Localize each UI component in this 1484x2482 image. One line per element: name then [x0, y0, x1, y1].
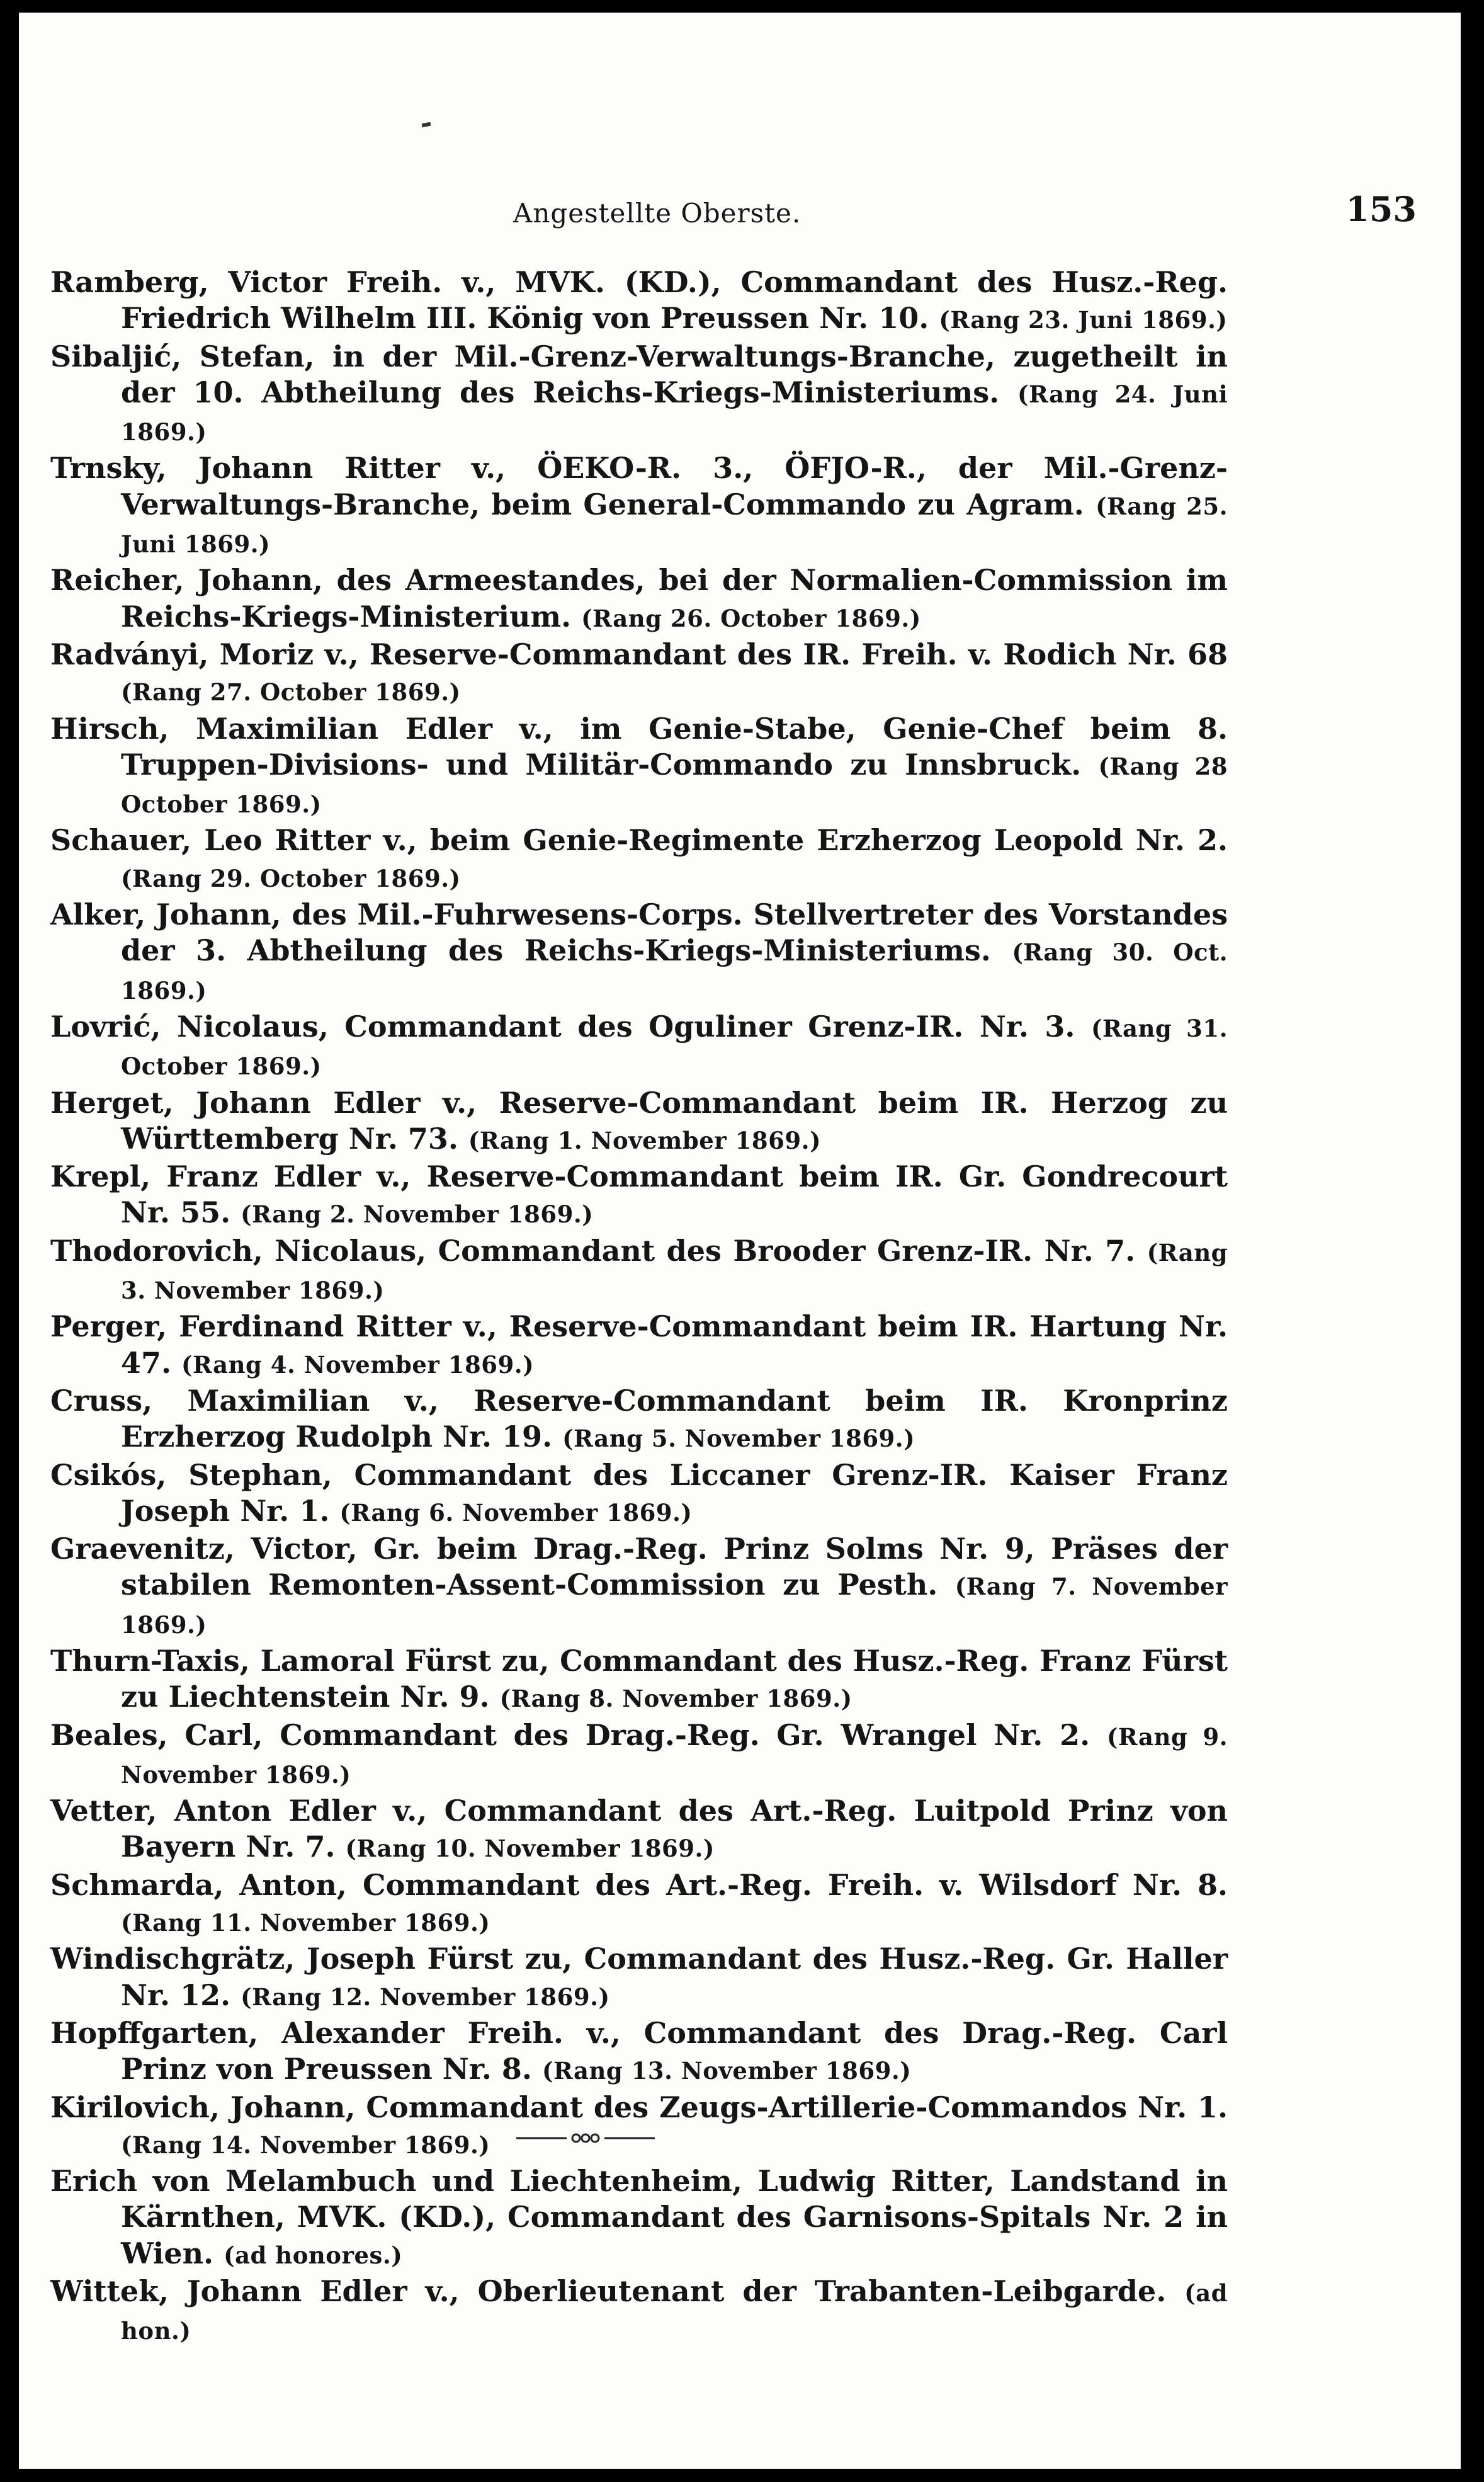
list-item	[50, 1941, 1228, 2015]
entry-rank: (Rang 7. November 1869.)	[121, 1573, 1228, 1639]
entry-rank: (Rang 14. November 1869.)	[121, 2131, 490, 2159]
entry-name: Ramberg,	[50, 265, 209, 299]
entry-body: Joseph Fürst zu, Commandant des Husz.-Reg. Gr. Haller Nr. 12.	[121, 1942, 1228, 2012]
list-item	[50, 1085, 1228, 1159]
entry-rank: (Rang 13. November 1869.)	[541, 2057, 912, 2085]
list-item	[50, 1383, 1228, 1457]
entry-name: Vetter,	[50, 1794, 157, 1828]
ink-speck	[422, 122, 431, 128]
entry-rank: (Rang 8. November 1869.)	[499, 1685, 852, 1713]
list-item	[50, 1159, 1228, 1233]
entry-body: Lamoral Fürst zu, Commandant des Husz.-Reg. Franz Fürst zu Liechtenstein Nr. 9.	[121, 1643, 1228, 1714]
entry-rank: (Rang 3. November 1869.)	[121, 1238, 1228, 1305]
entry-name: Thodorovich,	[50, 1233, 263, 1268]
entry-rank: (Rang 25. Juni 1869.)	[121, 492, 1228, 559]
entry-name: Kirilovich,	[50, 2090, 220, 2124]
entry-name: Windischgrätz,	[50, 1942, 295, 1976]
entry-rank: (ad hon.)	[121, 2279, 1228, 2345]
entry-body: Victor Freih. v., MVK. (KD.), Commandant des Husz.-Reg. Friedrich Wilhelm III. König von Preussen Nr. 10.	[121, 265, 1228, 336]
list-item	[50, 823, 1228, 897]
entry-name: Beales,	[50, 1717, 168, 1752]
entry-name: Wittek,	[50, 2274, 169, 2309]
page-header	[50, 189, 1473, 233]
entry-rank: (Rang 30. Oct. 1869.)	[121, 938, 1228, 1005]
list-item	[50, 2274, 1228, 2350]
list-item	[50, 897, 1228, 1009]
entry-name: Hirsch,	[50, 711, 169, 746]
list-item	[50, 1457, 1228, 1532]
entry-body: Alexander Freih. v., Commandant des Drag.-Reg. Carl Prinz von Preussen Nr. 8.	[121, 2015, 1228, 2086]
entry-list	[50, 265, 1228, 2350]
list-item	[50, 1717, 1228, 1794]
entry-body: Nicolaus, Commandant des Brooder Grenz-IR. Nr. 7.	[275, 1233, 1136, 1268]
entry-body: Johann Ritter v., ÖEKO-R. 3., ÖFJO-R., der Mil.-Grenz-Verwaltungs-Branche, beim General-Commando zu Agram.	[121, 451, 1228, 521]
entry-rank: (Rang 5. November 1869.)	[562, 1425, 915, 1453]
list-item	[50, 450, 1228, 562]
entry-body: Leo Ritter v., beim Genie-Regimente Erzherzog Leopold Nr. 2.	[204, 823, 1228, 858]
entry-name: Sibaljić,	[50, 339, 182, 373]
list-item	[50, 562, 1228, 637]
entry-rank: (Rang 24. Juni 1869.)	[121, 380, 1228, 447]
entry-body: Maximilian Edler v., im Genie-Stabe, Genie-Chef beim 8. Truppen-Divisions- und Militär-Commando zu Innsbruck.	[121, 711, 1228, 782]
entry-rank: (Rang 9. November 1869.)	[121, 1722, 1228, 1789]
entry-rank: (Rang 4. November 1869.)	[181, 1350, 535, 1379]
entry-rank: (ad honores.)	[224, 2241, 403, 2269]
entry-rank: (Rang 28 October 1869.)	[121, 752, 1228, 819]
list-item	[50, 1643, 1228, 1717]
entry-body: Nicolaus, Commandant des Oguliner Grenz-IR. Nr. 3.	[176, 1009, 1075, 1044]
entry-rank: (Rang 29. October 1869.)	[121, 864, 461, 892]
entry-rank: (Rang 23. Juni 1869.)	[939, 306, 1228, 334]
entry-body: Anton, Commandant des Art.-Reg. Freih. v. Wilsdorf Nr. 8.	[239, 1867, 1228, 1902]
entry-body: von Melambuch und Liechtenheim, Ludwig Ritter, Landstand in Kärnthen, MVK. (KD.), Commandant des Garnisons-Spitals Nr. 2 in Wien.	[121, 2164, 1228, 2270]
entry-rank: (Rang 11. November 1869.)	[121, 1909, 490, 1937]
entry-rank: (Rang 6. November 1869.)	[339, 1498, 693, 1527]
running-title: Angestellte Oberste.	[513, 198, 801, 229]
entry-rank: (Rang 10. November 1869.)	[345, 1835, 715, 1863]
entry-name: Alker,	[50, 897, 146, 932]
list-item	[50, 339, 1228, 451]
entry-name: Schauer,	[50, 823, 192, 858]
entry-name: Schmarda,	[50, 1867, 224, 1902]
list-item	[50, 637, 1228, 711]
list-item	[50, 2015, 1228, 2090]
entry-name: Herget,	[50, 1085, 174, 1120]
list-item	[50, 1793, 1228, 1867]
list-item	[50, 1531, 1228, 1643]
entry-body: Johann, Commandant des Zeugs-Artillerie-Commandos Nr. 1.	[230, 2090, 1228, 2124]
list-item	[50, 1309, 1228, 1383]
entry-body: Johann Edler v., Oberlieutenant der Trabanten-Leibgarde.	[186, 2274, 1167, 2309]
entry-rank: (Rang 1. November 1869.)	[468, 1126, 821, 1154]
entry-body: Anton Edler v., Commandant des Art.-Reg. Luitpold Prinz von Bayern Nr. 7.	[121, 1794, 1228, 1864]
entry-rank: (Rang 31. October 1869.)	[121, 1014, 1228, 1081]
entry-name: Krepl,	[50, 1159, 151, 1194]
entry-body: Johann, des Armeestandes, bei der Normalien-Commission im Reichs-Kriegs-Ministerium.	[121, 563, 1228, 634]
entry-body: Moriz v., Reserve-Commandant des IR. Freih. v. Rodich Nr. 68	[219, 637, 1228, 671]
entry-body: Stefan, in der Mil.-Grenz-Verwaltungs-Branche, zugetheilt in der 10. Abtheilung des Reichs-Kriegs-Ministeriums.	[121, 339, 1228, 409]
entry-rank: (Rang 2. November 1869.)	[241, 1200, 594, 1229]
entry-body: Johann, des Mil.-Fuhrwesens-Corps. Stellvertreter des Vorstandes der 3. Abtheilung des Reichs-Kriegs-Ministeriums.	[121, 897, 1228, 968]
entry-body: Maximilian v., Reserve-Commandant beim IR. Kronprinz Erzherzog Rudolph Nr. 19.	[121, 1383, 1228, 1454]
list-item	[50, 711, 1228, 823]
list-item	[50, 1009, 1228, 1085]
entry-name: Csikós,	[50, 1457, 167, 1492]
entry-name: Erich	[50, 2164, 138, 2199]
entry-name: Trnsky,	[50, 451, 167, 486]
list-item	[50, 2090, 1228, 2164]
entry-name: Radványi,	[50, 637, 209, 671]
list-item	[50, 1867, 1228, 1942]
entry-body: Stephan, Commandant des Liccaner Grenz-IR. Kaiser Franz Joseph Nr. 1.	[121, 1457, 1228, 1528]
entry-name: Lovrić,	[50, 1009, 161, 1044]
entry-name: Perger,	[50, 1309, 167, 1344]
entry-rank: (Rang 12. November 1869.)	[241, 1983, 610, 2011]
entry-body: Carl, Commandant des Drag.-Reg. Gr. Wrangel Nr. 2.	[184, 1717, 1090, 1752]
entry-name: Reicher,	[50, 563, 184, 598]
page-number: 153	[1345, 189, 1417, 229]
entry-name: Hopffgarten,	[50, 2015, 259, 2050]
entry-body: Victor, Gr. beim Drag.-Reg. Prinz Solms Nr. 9, Präses der stabilen Remonten-Assent-Commission zu Pesth.	[121, 1532, 1228, 1602]
list-item	[50, 1233, 1228, 1309]
entry-name: Cruss,	[50, 1383, 153, 1418]
end-ornament	[516, 2129, 655, 2148]
list-item	[50, 2163, 1228, 2274]
book-page	[19, 13, 1461, 2469]
entry-body: Ferdinand Ritter v., Reserve-Commandant beim IR. Hartung Nr. 47.	[121, 1309, 1228, 1380]
entry-body: Johann Edler v., Reserve-Commandant beim IR. Herzog zu Württemberg Nr. 73.	[121, 1085, 1228, 1156]
entry-rank: (Rang 26. October 1869.)	[581, 604, 921, 632]
entry-name: Graevenitz,	[50, 1532, 235, 1566]
entry-body: Franz Edler v., Reserve-Commandant beim IR. Gr. Gondrecourt Nr. 55.	[121, 1159, 1228, 1230]
entry-name: Thurn-Taxis,	[50, 1643, 250, 1678]
list-item	[50, 265, 1228, 339]
entry-rank: (Rang 27. October 1869.)	[121, 678, 461, 707]
